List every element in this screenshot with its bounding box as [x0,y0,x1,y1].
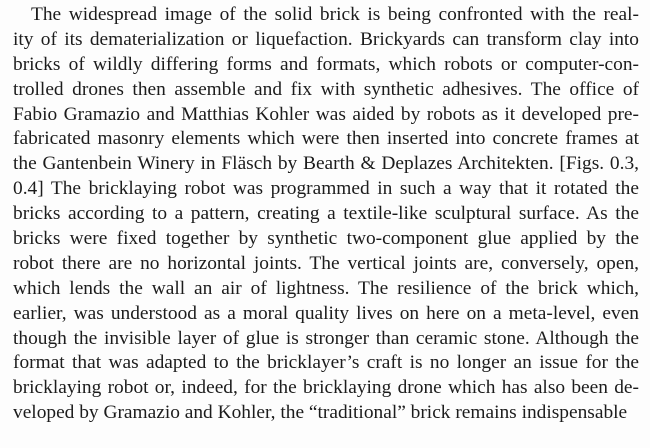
text-line-12: which lends the wall an air of lightness. The resilience of the brick which, [13,277,639,299]
text-line-16: bricklaying robot or, indeed, for the bricklaying drone which has also been de- [13,377,639,399]
text-line-8: 0.4] The bricklaying robot was programmed in such a way that it rotated the [13,178,639,200]
text-line-3: bricks of wildly differing forms and formats, which robots or computer-con- [13,53,639,75]
text-line-9: bricks according to a pattern, creating a textile-like sculptural surface. As the [13,203,639,225]
text-line-11: robot there are no horizontal joints. The vertical joints are, conversely, open, [13,252,639,274]
body-paragraph [13,3,639,426]
text-line-10: bricks were fixed together by synthetic two-component glue applied by the [13,228,639,250]
text-line-4: trolled drones then assemble and fix with synthetic adhesives. The office of [13,78,639,100]
text-line-14: though the invisible layer of glue is stronger than ceramic stone. Although the [13,327,639,349]
text-line-5: Fabio Gramazio and Matthias Kohler was aided by robots as it developed pre- [13,103,639,125]
text-line-15: format that was adapted to the bricklayer’s craft is no longer an issue for the [13,352,639,374]
text-line-2: ity of its dematerialization or liquefaction. Brickyards can transform clay into [13,28,639,50]
text-line-7: the Gantenbein Winery in Fläsch by Bearth & Deplazes Architekten. [Figs. 0.3, [13,153,639,175]
text-line-13: earlier, was understood as a moral quality lives on here on a meta-level, even [13,302,639,324]
text-line-17: veloped by Gramazio and Kohler, the “traditional” brick remains indispensable [13,402,628,424]
text-line-6: fabricated masonry elements which were then inserted into concrete frames at [13,128,639,150]
text-line-1: The widespread image of the solid brick is being confronted with the real- [31,4,639,25]
